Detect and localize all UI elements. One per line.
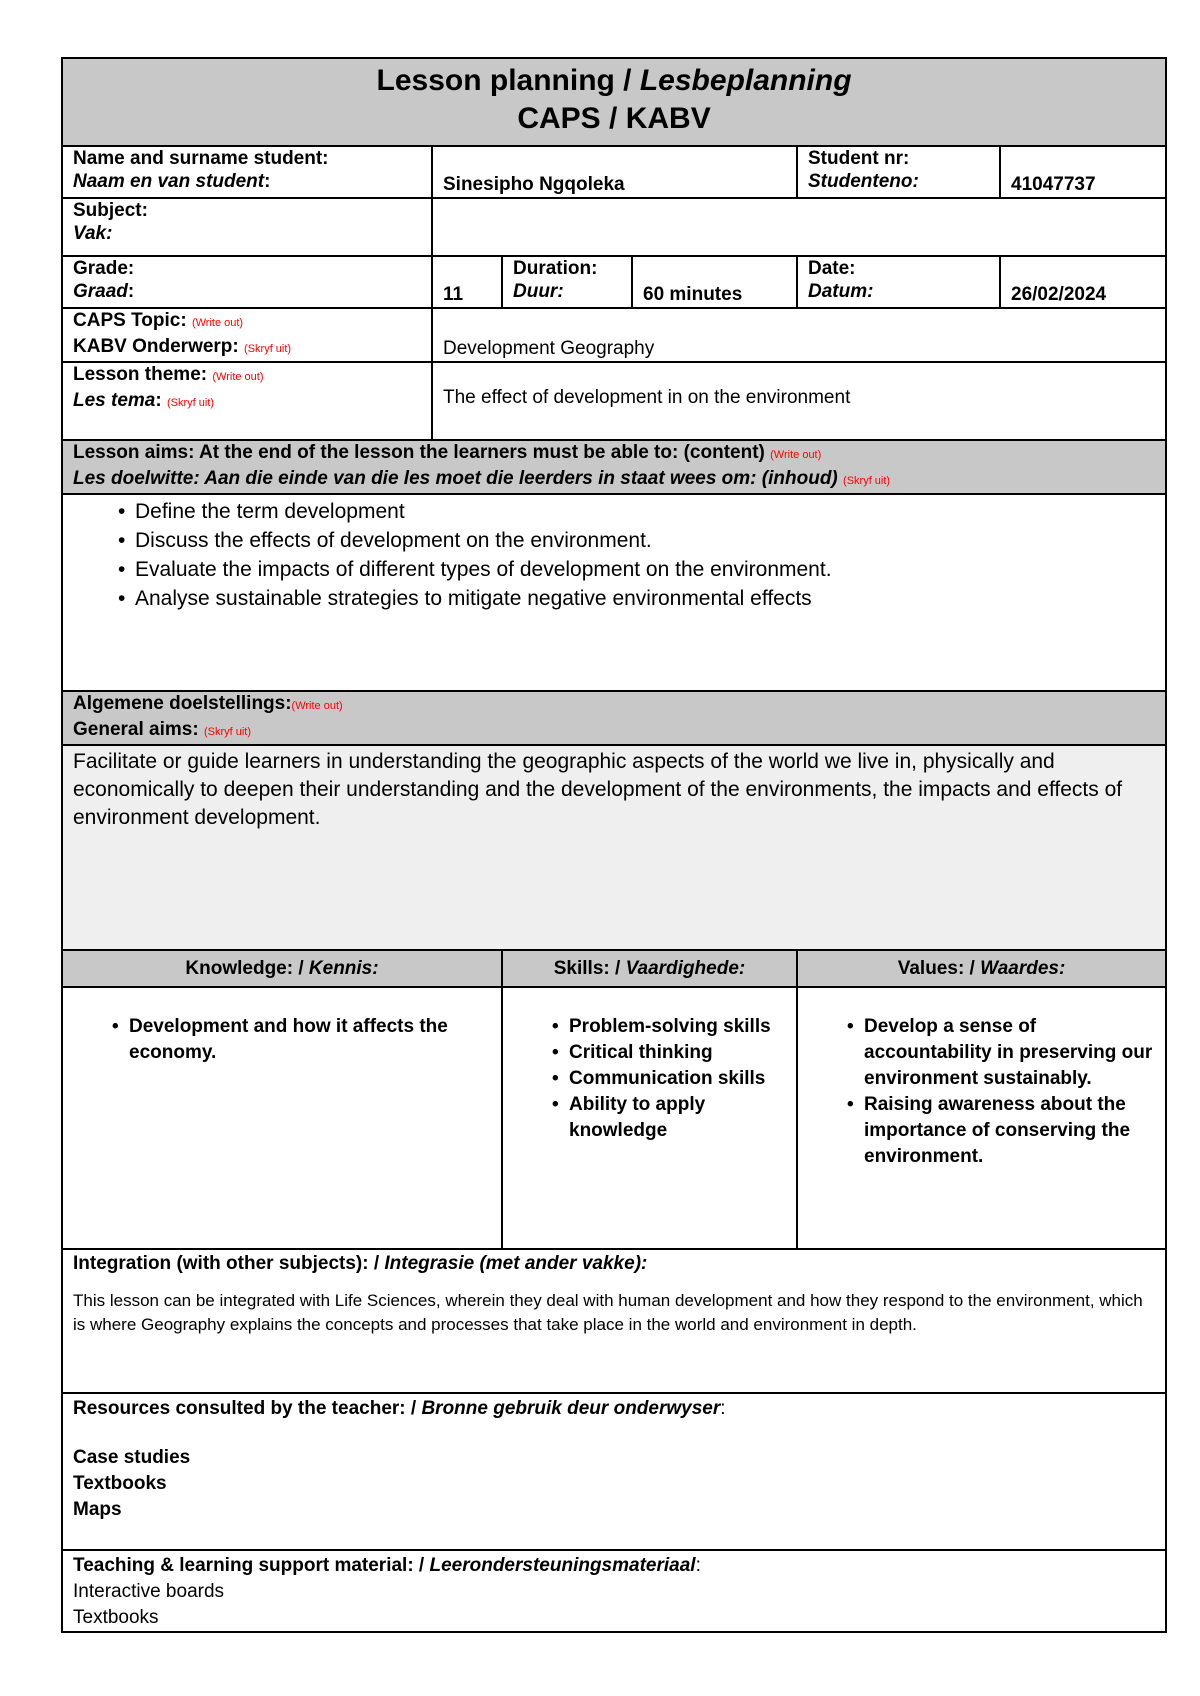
lesson-plan-form: [61, 57, 1165, 1633]
knowledge-header: Knowledge: / Kennis:: [62, 950, 502, 987]
subject-value: [432, 198, 1166, 256]
material-item: Interactive boards: [73, 1581, 225, 1602]
lesson-aim-item: • Analyse sustainable strategies to mitigate negative environmental effects: [135, 584, 1155, 613]
student-nr-value: 41047737: [1000, 146, 1166, 198]
value-item: • Raising awareness about the importance of conserving the environment.: [864, 1092, 1155, 1170]
date-value: 26/02/2024: [1000, 256, 1166, 308]
material-cell: [62, 1550, 1166, 1632]
lesson-aim-item: • Define the term development: [135, 497, 1155, 526]
page-title: [62, 58, 1166, 146]
topic-value: Development Geography: [432, 308, 1166, 362]
lesson-aims-heading: Lesson aims: At the end of the lesson the learners must be able to: (content) (Write out) Les doelwitte: Aan die einde van die les moet die leerders in staat wees om: (inhoud) (Skryf uit): [62, 440, 1166, 494]
resources-cell: [62, 1393, 1166, 1550]
lesson-plan-table: [61, 57, 1167, 1633]
duration-value: 60 minutes: [632, 256, 797, 308]
general-aims-text: Facilitate or guide learners in understanding the geographic aspects of the world we live in, physically and economically to deepen their understanding and the development of the environments, the impacts and effects of environment development.: [62, 745, 1166, 950]
subject-label: Subject: Vak:: [62, 198, 432, 256]
value-item: • Develop a sense of accountability in preserving our environment sustainably.: [864, 1014, 1155, 1092]
theme-value: The effect of development in on the environment: [432, 362, 1166, 440]
skill-item: • Problem-solving skills: [569, 1014, 786, 1040]
lesson-aim-item: • Discuss the effects of development on the environment.: [135, 526, 1155, 555]
grade-label: Grade: Graad:: [62, 256, 432, 308]
theme-label: Lesson theme: (Write out) Les tema: (Skryf uit): [62, 362, 432, 440]
title-afrikaans: Lesbeplanning: [639, 64, 852, 97]
grade-value: 11: [432, 256, 502, 308]
skills-cell: [502, 987, 797, 1249]
skill-item: • Ability to apply knowledge: [569, 1092, 786, 1144]
resources-label: Resources consulted by the teacher: / Bronne gebruik deur onderwyser:: [73, 1398, 726, 1419]
integration-text: This lesson can be integrated with Life Sciences, wherein they deal with human development and how they respond to the environment, which is where Geography explains the concepts and processes that take place in the world and environment in depth.: [73, 1291, 1143, 1334]
integration-cell: [62, 1249, 1166, 1393]
student-name-label: Name and surname student: Naam en van student:: [62, 146, 432, 198]
title-english: Lesson planning /: [376, 64, 640, 97]
lesson-aims-list: [62, 494, 1166, 691]
integration-label: Integration (with other subjects): / Integrasie (met ander vakke):: [73, 1253, 648, 1274]
page-subtitle: CAPS / KABV: [517, 102, 711, 135]
values-cell: [797, 987, 1166, 1249]
student-name-value: Sinesipho Ngqoleka: [432, 146, 797, 198]
resource-item: Textbooks: [73, 1473, 167, 1494]
skill-item: • Communication skills: [569, 1066, 786, 1092]
material-item: Textbooks: [73, 1607, 159, 1628]
topic-label: CAPS Topic: (Write out) KABV Onderwerp: (Skryf uit): [62, 308, 432, 362]
skills-header: Skills: / Vaardighede:: [502, 950, 797, 987]
resource-item: Case studies: [73, 1447, 191, 1468]
knowledge-item: • Development and how it affects the economy.: [129, 1014, 451, 1066]
skill-item: • Critical thinking: [569, 1040, 786, 1066]
lesson-aim-item: • Evaluate the impacts of different types of development on the environment.: [135, 555, 1155, 584]
knowledge-cell: [62, 987, 502, 1249]
duration-label: Duration: Duur:: [502, 256, 632, 308]
general-aims-heading: Algemene doelstellings:(Write out) General aims: (Skryf uit): [62, 691, 1166, 745]
resource-item: Maps: [73, 1499, 122, 1520]
date-label: Date: Datum:: [797, 256, 1000, 308]
student-nr-label: Student nr: Studenteno:: [797, 146, 1000, 198]
values-header: Values: / Waardes:: [797, 950, 1166, 987]
material-label: Teaching & learning support material: / Leerondersteuningsmateriaal:: [73, 1555, 701, 1576]
